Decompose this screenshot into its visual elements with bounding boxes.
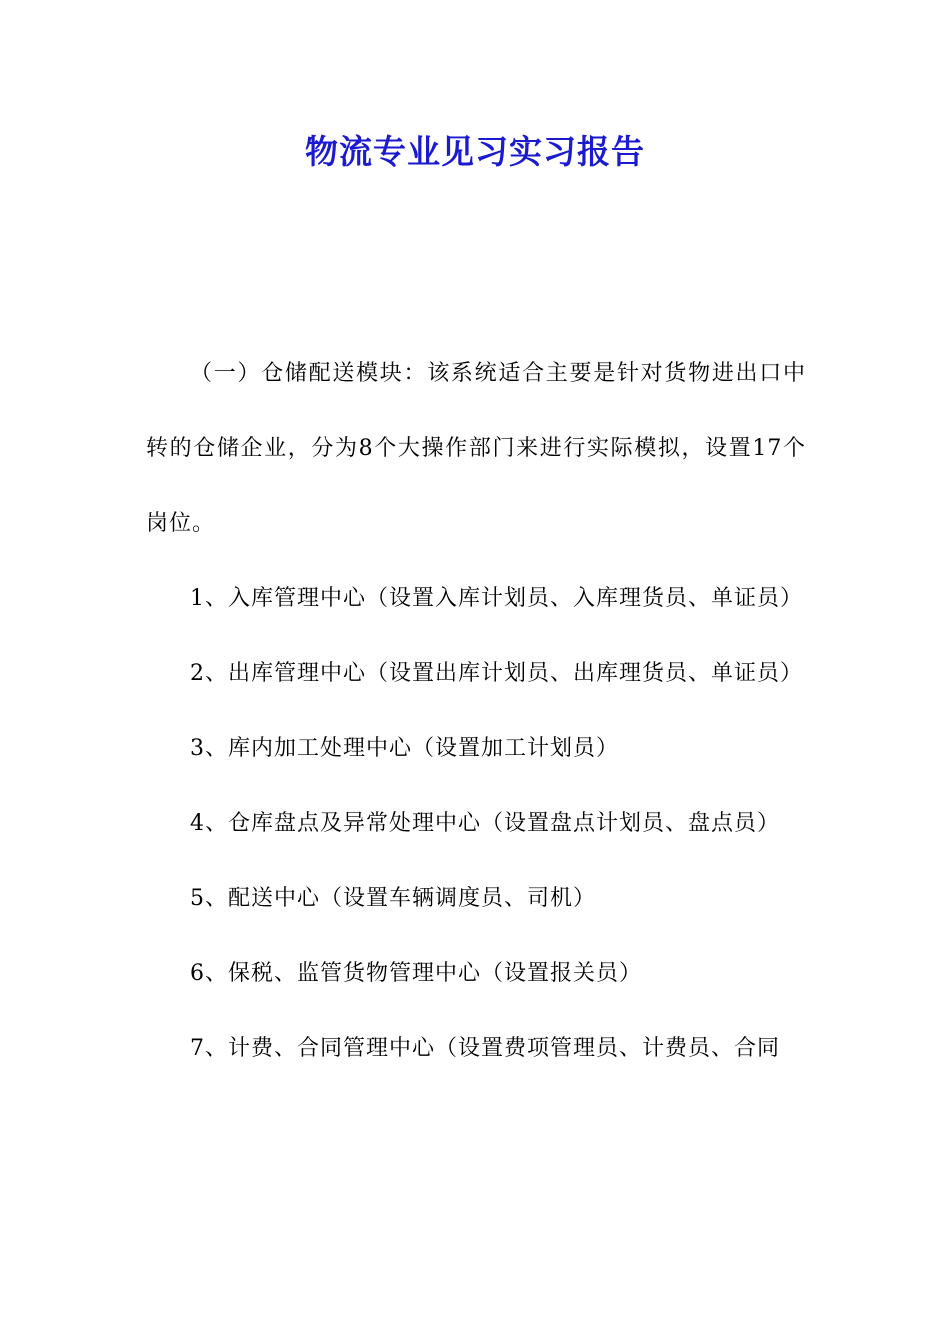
- paragraph-item-1: 1、入库管理中心（设置入库计划员、入库理货员、单证员）: [190, 586, 803, 611]
- document-body: [146, 336, 806, 1086]
- paragraph-item-5: 5、配送中心（设置车辆调度员、司机）: [190, 886, 596, 911]
- paragraph-intro: （一）仓储配送模块：该系统适合主要是针对货物进出口中转的仓储企业，分为8个大操作部门来进行实际模拟，设置17个岗位。: [146, 361, 806, 536]
- paragraph-item-4: 4、仓库盘点及异常处理中心（设置盘点计划员、盘点员）: [190, 811, 780, 836]
- paragraph-item-6: 6、保税、监管货物管理中心（设置报关员）: [190, 961, 642, 986]
- paragraph-item-7: 7、计费、合同管理中心（设置费项管理员、计费员、合同: [190, 1036, 780, 1061]
- document-title: 物流专业见习实习报告: [305, 132, 645, 171]
- paragraph-item-3: 3、库内加工处理中心（设置加工计划员）: [190, 736, 619, 761]
- paragraph-item-2: 2、出库管理中心（设置出库计划员、出库理货员、单证员）: [190, 661, 803, 686]
